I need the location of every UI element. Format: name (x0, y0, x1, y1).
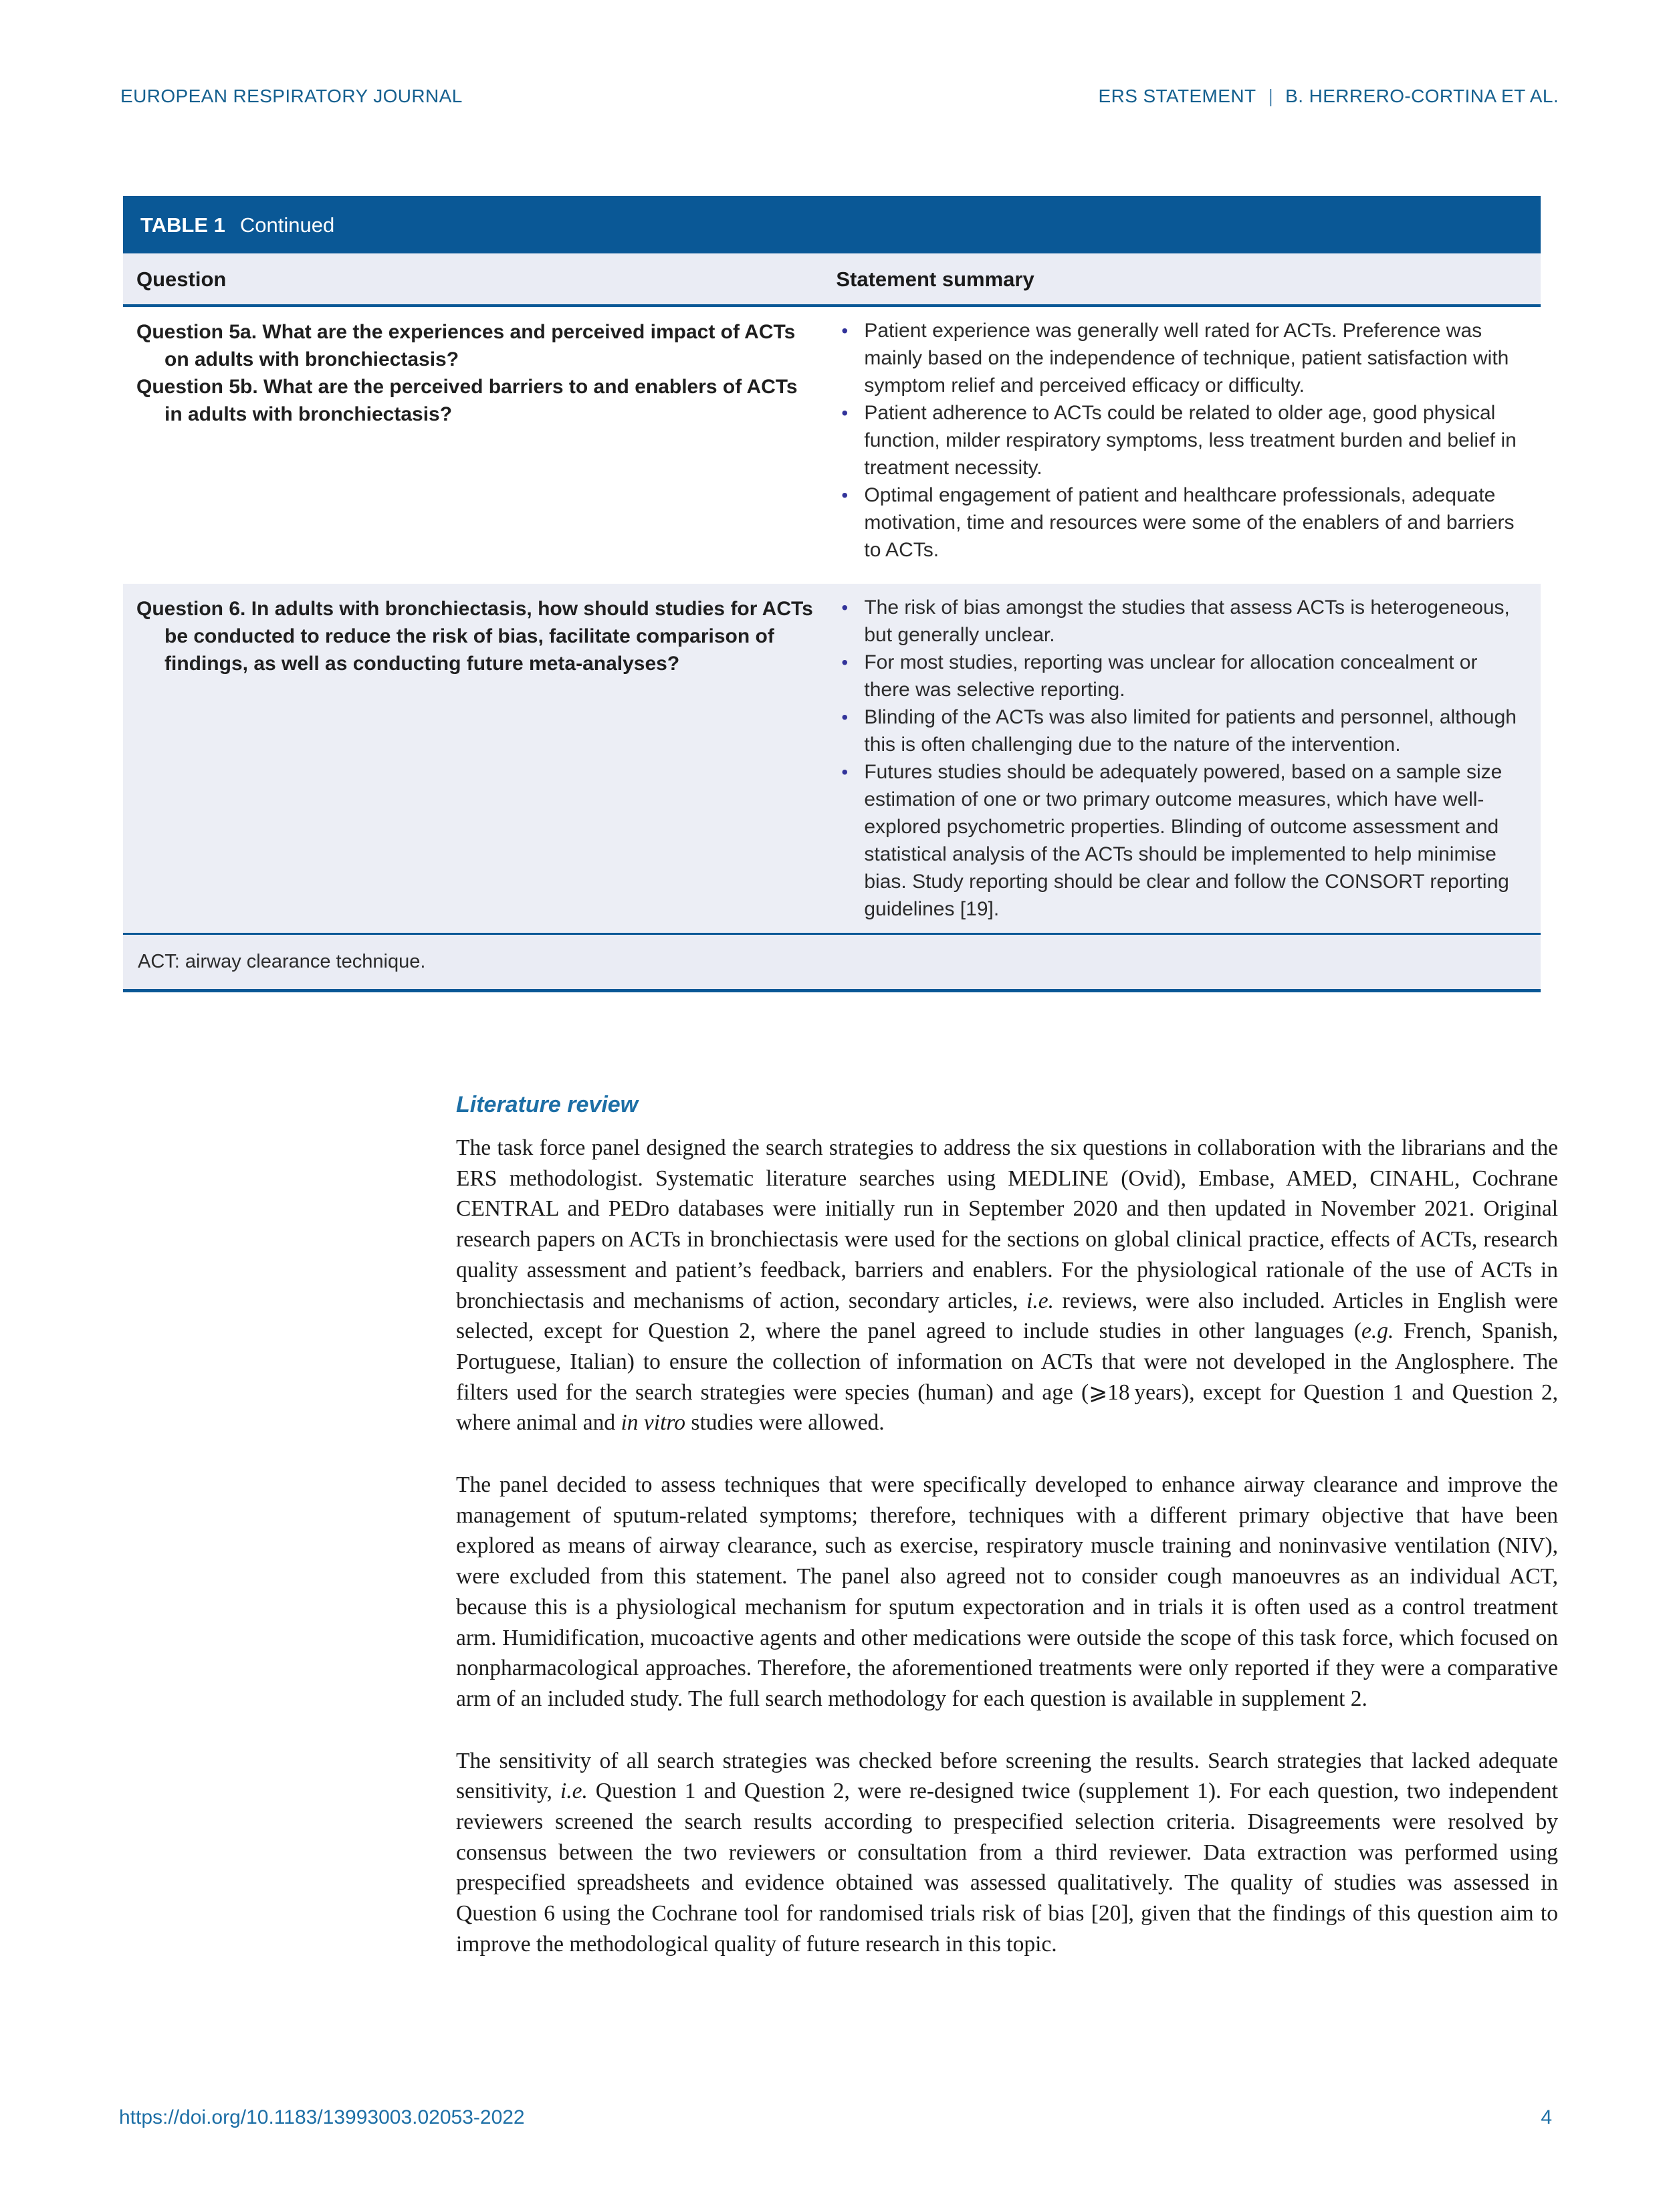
question-cell (123, 584, 836, 933)
section-heading: Literature review (456, 1092, 639, 1117)
article-paragraphs (456, 1133, 1558, 1960)
question-text: Question 6. In adults with bronchiectasis, how should studies for ACTs be conducted to reduce the risk of bias, facilitate comparison of findings, as well as conducting future meta-analyses? (136, 598, 813, 675)
table-title-continued: Continued (239, 213, 335, 237)
summary-cell (836, 584, 1541, 933)
column-header-statement-summary: Statement summary (836, 267, 1034, 291)
question-text: Question 5b. What are the perceived barriers to and enablers of ACTs in adults with bronchiectasis? (136, 376, 798, 425)
running-head-article-type: ERS STATEMENT (1098, 86, 1256, 106)
article-paragraph: The sensitivity of all search strategies was checked before screening the results. Search strategies that lacked adequate sensitivity, i.e. Question 1 and Question 2, were re-designed twice (supplement 1). For each question, two independent reviewers screened the search results according to prespecified selection criteria. Disagreements were resolved by consensus between the two reviewers or consultation from a third reviewer. Data extraction was performed using prespecified spreadsheets and evidence obtained was assessed qualitatively. The quality of studies was assessed in Question 6 using the Cochrane tool for randomised trials risk of bias [20], given that the findings of this question aim to improve the methodological quality of future research in this topic. (456, 1748, 1558, 1957)
doi-link[interactable]: https://doi.org/10.1183/13993003.02053-2022 (119, 2106, 525, 2128)
question-text: Question 5a. What are the experiences and perceived impact of ACTs on adults with bronchiectasis? (136, 321, 796, 370)
summary-list (836, 307, 1541, 574)
running-head-authors: B. HERRERO-CORTINA ET AL. (1285, 86, 1559, 106)
summary-bullet: • Patient adherence to ACTs could be related to older age, good physical function, milder respiratory symptoms, less treatment burden and belief in treatment necessity. (836, 399, 1523, 481)
table-body (123, 307, 1541, 933)
page-footer (119, 2106, 1552, 2129)
table-1 (123, 196, 1541, 992)
column-header-question: Question (136, 267, 227, 291)
running-head-separator: | (1268, 86, 1274, 106)
summary-bullet: • Patient experience was generally well rated for ACTs. Preference was mainly based on the independence of technique, patient satisfaction with symptom relief and perceived efficacy or difficulty. (836, 317, 1523, 399)
summary-cell (836, 307, 1541, 584)
article-body (456, 1092, 1558, 1991)
summary-bullet: • Futures studies should be adequately powered, based on a sample size estimation of one or two primary outcome measures, which have well-explored psychometric properties. Blinding of outcome assessment and statistical analysis of the ACTs should be implemented to help minimise bias. Study reporting should be clear and follow the CONSORT reporting guidelines [19]. (836, 758, 1523, 923)
article-paragraph: The panel decided to assess techniques that were specifically developed to enhance airway clearance and improve the management of sputum-related symptoms; therefore, techniques with a different primary objective that have been explored as means of airway clearance, such as exercise, respiratory muscle training and noninvasive ventilation (NIV), were excluded from this statement. The panel also agreed not to consider cough manoeuvres as an individual ACT, because this is a physiological mechanism for sputum expectoration and in trials it is often used as a control treatment arm. Humidification, mucoactive agents and other medications were outside the scope of this task force, which focused on nonpharmacological approaches. Therefore, the aforementioned treatments were only reported if they were a comparative arm of an included study. The full search methodology for each question is available in supplement 2. (456, 1472, 1558, 1711)
article-paragraph: The task force panel designed the search strategies to address the six questions in collaboration with the librarians and the ERS methodologist. Systematic literature searches using MEDLINE (Ovid), Embase, AMED, CINAHL, Cochrane CENTRAL and PEDro databases were initially run in September 2020 and then updated in November 2021. Original research papers on ACTs in bronchiectasis were used for the sections on global clinical practice, effects of ACTs, research quality assessment and patient’s feedback, barriers and enablers. For the physiological rationale of the use of ACTs in bronchiectasis and mechanisms of action, secondary articles, i.e. reviews, were also included. Articles in English were selected, except for Question 2, where the panel agreed to include studies in other languages (e.g. French, Spanish, Portuguese, Italian) to ensure the collection of information on ACTs that were not developed in the Anglosphere. The filters used for the search strategies were species (human) and age (⩾18 years), except for Question 1 and Question 2, where animal and in vitro studies were allowed. (456, 1135, 1558, 1436)
table-row-question-5 (123, 307, 1541, 584)
table-number: TABLE 1 (140, 213, 225, 237)
table-column-headers (123, 253, 1541, 307)
page-header (120, 86, 1559, 107)
summary-bullet: • For most studies, reporting was unclear for allocation concealment or there was selective reporting. (836, 649, 1523, 703)
question-cell (123, 307, 836, 584)
table-footnote: ACT: airway clearance technique. (123, 933, 1541, 992)
summary-bullet: • Blinding of the ACTs was also limited for patients and personnel, although this is often challenging due to the nature of the intervention. (836, 703, 1523, 758)
table-title-bar (123, 196, 1541, 253)
summary-list (836, 584, 1541, 933)
page-number: 4 (1541, 2106, 1552, 2128)
summary-bullet: • The risk of bias amongst the studies that assess ACTs is heterogeneous, but generally unclear. (836, 594, 1523, 649)
journal-name: EUROPEAN RESPIRATORY JOURNAL (120, 86, 463, 106)
running-head (1099, 86, 1559, 107)
summary-bullet: • Optimal engagement of patient and healthcare professionals, adequate motivation, time and resources were some of the enablers of and barriers to ACTs. (836, 481, 1523, 564)
table-row-question-6 (123, 584, 1541, 933)
